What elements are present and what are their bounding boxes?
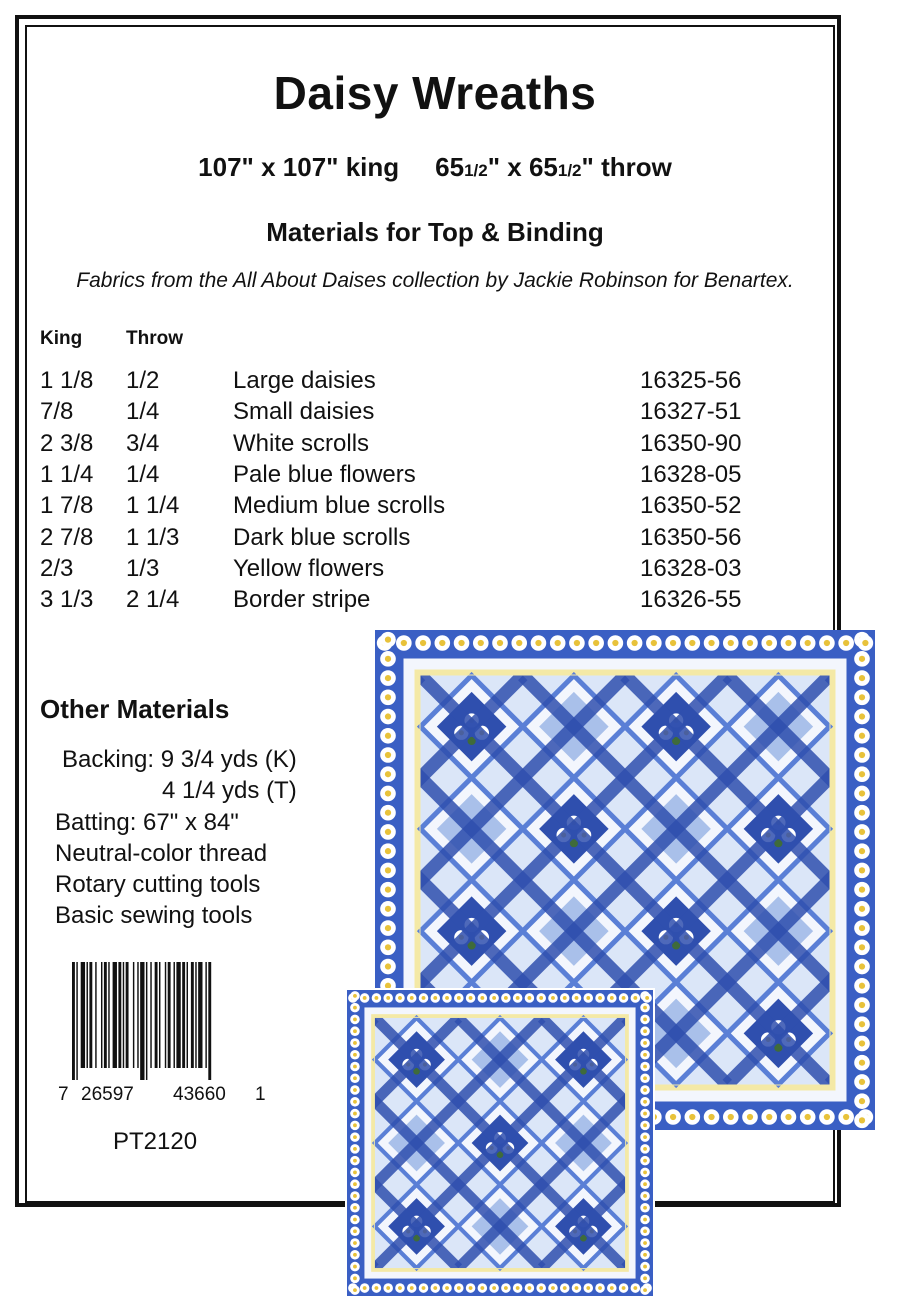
border-daisy-center: [528, 996, 532, 1000]
barcode-bar: [101, 962, 102, 1068]
fabric-code: 16326-55: [640, 586, 742, 614]
border-daisy-center: [398, 996, 402, 1000]
border-daisy-center: [643, 1041, 647, 1045]
fabric-description: Border stripe: [233, 586, 371, 614]
barcode-bar: [72, 962, 75, 1080]
border-daisy-center: [859, 848, 865, 854]
border-daisy-center: [445, 1286, 449, 1290]
border-daisy-center: [410, 996, 414, 1000]
barcode-bar: [123, 962, 124, 1068]
border-daisy-center: [353, 1088, 357, 1092]
border-daisy-center: [433, 996, 437, 1000]
border-daisy-center: [563, 996, 567, 1000]
fabric-code: 16328-05: [640, 461, 742, 489]
border-daisy-center: [353, 1041, 357, 1045]
border-daisy-center: [492, 1286, 496, 1290]
fabric-row: [40, 459, 741, 490]
border-daisy-center: [643, 1065, 647, 1069]
barcode-bar: [205, 962, 206, 1068]
fabric-row: [40, 553, 741, 584]
border-daisy-center: [643, 1147, 647, 1151]
fabric-king-yardage: 3 1/3: [40, 586, 94, 614]
border-daisy-center: [859, 713, 865, 719]
border-daisy-center: [385, 906, 391, 912]
border-daisy-center: [385, 675, 391, 681]
border-daisy-center: [385, 733, 391, 739]
border-daisy-center: [353, 1171, 357, 1175]
fabrics-note: Fabrics from the All About Daises collection by Jackie Robinson for Benartex.: [76, 269, 794, 292]
fabric-code: 16350-90: [640, 429, 742, 457]
fabric-throw-yardage: 1 1/4: [126, 492, 180, 520]
pattern-title: Daisy Wreaths: [273, 67, 597, 119]
fabric-description: White scrolls: [233, 429, 370, 457]
fabric-throw-yardage: 1/4: [126, 398, 160, 426]
border-daisy-center: [385, 636, 391, 642]
border-daisy-center: [439, 640, 445, 646]
border-daisy-center: [859, 656, 865, 662]
border-daisy-center: [575, 996, 579, 1000]
fabric-king-yardage: 2/3: [40, 554, 74, 582]
barcode-bar: [137, 962, 138, 1068]
border-daisy-center: [353, 1218, 357, 1222]
fabric-throw-yardage: 1/3: [126, 554, 160, 582]
border-daisy-center: [643, 1053, 647, 1057]
border-daisy-center: [766, 640, 772, 646]
border-daisy-center: [643, 1135, 647, 1139]
border-daisy-center: [859, 1117, 865, 1123]
border-daisy-center: [563, 1286, 567, 1290]
border-daisy-center: [353, 1006, 357, 1010]
border-daisy-center: [516, 640, 522, 646]
barcode-bar: [195, 962, 196, 1068]
border-daisy-center: [859, 771, 865, 777]
border-daisy-center: [385, 810, 391, 816]
border-daisy-center: [410, 1286, 414, 1290]
border-daisy-center: [353, 1206, 357, 1210]
fabric-throw-yardage: 3/4: [126, 429, 160, 457]
border-daisy-center: [643, 1229, 647, 1233]
border-daisy-center: [643, 1253, 647, 1257]
border-daisy-center: [353, 1194, 357, 1198]
border-daisy-center: [458, 640, 464, 646]
border-daisy-center: [445, 996, 449, 1000]
border-daisy-center: [645, 996, 649, 1000]
border-daisy-center: [859, 1002, 865, 1008]
barcode-digit-first: 7: [58, 1084, 69, 1105]
border-daisy-center: [824, 1114, 830, 1120]
fabric-description: Large daisies: [233, 367, 376, 395]
barcode-digits: [58, 1084, 268, 1108]
border-daisy-center: [385, 925, 391, 931]
border-daisy-center: [353, 1147, 357, 1151]
border-daisy-center: [598, 1286, 602, 1290]
fabric-description: Small daisies: [233, 398, 375, 426]
pattern-sizes: [0, 152, 870, 183]
border-daisy-center: [728, 640, 734, 646]
border-daisy-center: [353, 1182, 357, 1186]
border-daisy-center: [598, 996, 602, 1000]
backing-throw: 4 1/4 yds (T): [162, 777, 297, 805]
border-daisy-center: [353, 1135, 357, 1139]
border-daisy-center: [385, 694, 391, 700]
border-daisy-center: [643, 1206, 647, 1210]
column-header-throw: Throw: [126, 328, 183, 349]
border-daisy-center: [859, 694, 865, 700]
barcode-bar: [165, 962, 166, 1068]
border-daisy-center: [516, 996, 520, 1000]
border-daisy-center: [843, 640, 849, 646]
barcode-bar: [182, 962, 185, 1068]
border-daisy-center: [612, 640, 618, 646]
border-daisy-center: [643, 1100, 647, 1104]
border-daisy-center: [420, 640, 426, 646]
border-daisy-center: [353, 1018, 357, 1022]
border-daisy-center: [363, 996, 367, 1000]
border-daisy-center: [353, 1265, 357, 1269]
border-daisy-center: [480, 1286, 484, 1290]
fabric-throw-yardage: 1 1/3: [126, 523, 180, 551]
fabric-king-yardage: 1 1/8: [40, 367, 94, 395]
fabric-throw-yardage: 2 1/4: [126, 586, 180, 614]
border-daisy-center: [643, 1018, 647, 1022]
border-daisy-center: [422, 996, 426, 1000]
border-daisy-center: [747, 1114, 753, 1120]
border-daisy-center: [398, 1286, 402, 1290]
border-daisy-center: [824, 640, 830, 646]
border-daisy-center: [353, 1065, 357, 1069]
fabric-row: [40, 396, 741, 427]
border-daisy-center: [859, 886, 865, 892]
barcode-bar: [133, 962, 134, 1068]
border-daisy-center: [643, 1218, 647, 1222]
border-daisy-center: [528, 1286, 532, 1290]
border-daisy-center: [859, 810, 865, 816]
border-daisy-center: [575, 1286, 579, 1290]
border-daisy-center: [551, 1286, 555, 1290]
border-daisy-center: [353, 1229, 357, 1233]
border-daisy-center: [859, 790, 865, 796]
sku-code: PT2120: [113, 1128, 198, 1155]
border-daisy-center: [385, 963, 391, 969]
border-daisy-center: [766, 1114, 772, 1120]
border-daisy-center: [643, 1288, 647, 1292]
border-daisy-center: [353, 1276, 357, 1280]
fabric-code: 16325-56: [640, 367, 742, 395]
border-daisy-center: [859, 675, 865, 681]
backing-king: Backing: 9 3/4 yds (K): [62, 746, 297, 773]
border-daisy-center: [353, 1053, 357, 1057]
border-daisy-center: [516, 1286, 520, 1290]
batting: Batting: 67" x 84": [55, 808, 239, 836]
border-daisy-center: [385, 790, 391, 796]
barcode-bar: [89, 962, 92, 1068]
column-header-king: King: [40, 328, 83, 349]
border-daisy-center: [353, 1100, 357, 1104]
border-daisy-center: [593, 640, 599, 646]
border-daisy-center: [670, 1114, 676, 1120]
border-daisy-center: [859, 733, 865, 739]
border-daisy-center: [551, 996, 555, 1000]
border-daisy-center: [492, 996, 496, 1000]
border-daisy-center: [643, 1171, 647, 1175]
border-daisy-center: [643, 1159, 647, 1163]
fabric-description: Medium blue scrolls: [233, 492, 446, 520]
border-daisy-center: [643, 1088, 647, 1092]
border-daisy-center: [859, 1021, 865, 1027]
border-daisy-center: [422, 1286, 426, 1290]
border-daisy-center: [574, 640, 580, 646]
barcode-bar: [81, 962, 85, 1068]
border-daisy-center: [643, 1241, 647, 1245]
border-daisy-center: [708, 640, 714, 646]
barcode-bar: [95, 962, 96, 1068]
fabric-king-yardage: 1 1/4: [40, 461, 94, 489]
border-daisy-center: [385, 752, 391, 758]
fabric-code: 16350-52: [640, 492, 742, 520]
fabric-row: [40, 365, 741, 396]
border-daisy-center: [643, 1123, 647, 1127]
other-materials-list: [55, 744, 297, 932]
fabric-king-yardage: 7/8: [40, 398, 74, 426]
border-daisy-center: [843, 1114, 849, 1120]
border-daisy-center: [353, 1288, 357, 1292]
border-daisy-center: [859, 1040, 865, 1046]
fabric-code: 16350-56: [640, 523, 742, 551]
border-daisy-center: [670, 640, 676, 646]
barcode-bar: [159, 962, 160, 1068]
border-daisy-center: [859, 829, 865, 835]
border-daisy-center: [785, 1114, 791, 1120]
throw-quilt-illustration: [347, 990, 653, 1296]
border-daisy-center: [469, 996, 473, 1000]
fabric-description: Yellow flowers: [233, 554, 385, 582]
border-daisy-center: [643, 1006, 647, 1010]
border-daisy-center: [643, 1029, 647, 1033]
border-daisy-center: [385, 848, 391, 854]
border-daisy-center: [805, 1114, 811, 1120]
barcode-bar: [187, 962, 188, 1068]
fabric-row: [40, 584, 741, 615]
border-daisy-center: [859, 1079, 865, 1085]
border-daisy-center: [353, 1112, 357, 1116]
border-daisy-center: [353, 1076, 357, 1080]
border-daisy-center: [859, 983, 865, 989]
border-daisy-center: [353, 1241, 357, 1245]
border-daisy-center: [539, 1286, 543, 1290]
barcode-digits-right: 43660: [173, 1084, 226, 1105]
border-daisy-center: [631, 640, 637, 646]
border-daisy-center: [859, 752, 865, 758]
border-daisy-center: [385, 713, 391, 719]
barcode-bar: [168, 962, 171, 1068]
border-daisy-center: [785, 640, 791, 646]
fabric-throw-yardage: 1/2: [126, 367, 160, 395]
border-daisy-center: [689, 1114, 695, 1120]
barcode-bar: [126, 962, 129, 1068]
border-daisy-center: [610, 996, 614, 1000]
barcode-bar: [198, 962, 202, 1068]
border-daisy-center: [859, 925, 865, 931]
border-daisy-center: [469, 1286, 473, 1290]
border-daisy-center: [353, 994, 357, 998]
border-daisy-center: [385, 771, 391, 777]
border-daisy-center: [353, 1123, 357, 1127]
border-daisy-center: [622, 996, 626, 1000]
king-size: 107" x 107" king: [198, 152, 400, 182]
fabric-king-yardage: 2 3/8: [40, 429, 94, 457]
barcode-bar: [155, 962, 158, 1068]
border-daisy-center: [386, 1286, 390, 1290]
border-daisy-center: [586, 996, 590, 1000]
throw-size: 651/2" x 651/2" throw: [435, 152, 672, 182]
border-daisy-center: [805, 640, 811, 646]
border-daisy-center: [708, 1114, 714, 1120]
barcode-bar: [176, 962, 180, 1068]
barcode-bar: [87, 962, 88, 1068]
border-daisy-center: [375, 996, 379, 1000]
border-daisy-center: [535, 640, 541, 646]
materials-heading: Materials for Top & Binding: [266, 217, 604, 247]
fabric-throw-yardage: 1/4: [126, 461, 160, 489]
border-daisy-center: [504, 996, 508, 1000]
barcode-bar: [104, 962, 107, 1068]
fabric-description: Pale blue flowers: [233, 461, 416, 489]
border-daisy-center: [859, 944, 865, 950]
thread: Neutral-color thread: [55, 839, 268, 867]
border-daisy-center: [363, 1286, 367, 1290]
border-daisy-center: [385, 829, 391, 835]
border-daisy-center: [478, 640, 484, 646]
barcode-bar: [113, 962, 117, 1068]
border-daisy-center: [622, 1286, 626, 1290]
border-daisy-center: [385, 944, 391, 950]
border-daisy-center: [862, 640, 868, 646]
cutting-tools: Rotary cutting tools: [55, 871, 261, 899]
border-daisy-center: [643, 1194, 647, 1198]
border-daisy-center: [859, 1060, 865, 1066]
border-daisy-center: [643, 1112, 647, 1116]
border-daisy-center: [728, 1114, 734, 1120]
barcode-digits-left: 26597: [81, 1084, 134, 1105]
border-daisy-center: [859, 867, 865, 873]
fabric-code: 16327-51: [640, 398, 742, 426]
fabric-row: [40, 490, 741, 521]
border-daisy-center: [610, 1286, 614, 1290]
barcode-bar: [118, 962, 121, 1068]
fabric-king-yardage: 2 7/8: [40, 523, 94, 551]
fabric-row: [40, 428, 741, 459]
barcode-bar: [174, 962, 175, 1068]
border-daisy-center: [386, 996, 390, 1000]
border-daisy-center: [353, 1029, 357, 1033]
border-daisy-center: [555, 640, 561, 646]
border-daisy-center: [747, 640, 753, 646]
border-daisy-center: [385, 983, 391, 989]
border-daisy-center: [504, 1286, 508, 1290]
border-daisy-center: [859, 963, 865, 969]
barcode-digit-last: 1: [255, 1084, 266, 1105]
barcode-bar: [108, 962, 109, 1068]
border-daisy-center: [385, 656, 391, 662]
border-daisy-center: [385, 886, 391, 892]
barcode-bar: [208, 962, 211, 1080]
fabric-king-yardage: 1 7/8: [40, 492, 94, 520]
border-daisy-center: [643, 1276, 647, 1280]
border-daisy-center: [633, 996, 637, 1000]
border-daisy-center: [385, 867, 391, 873]
border-daisy-center: [643, 1182, 647, 1186]
border-daisy-center: [353, 1159, 357, 1163]
barcode-bar: [150, 962, 151, 1068]
barcode-bar: [76, 962, 77, 1080]
barcode-bar: [191, 962, 194, 1068]
barcode: [72, 962, 252, 1080]
border-daisy-center: [633, 1286, 637, 1290]
barcode-bar: [140, 962, 144, 1080]
border-daisy-center: [539, 996, 543, 1000]
border-daisy-center: [586, 1286, 590, 1290]
border-daisy-center: [643, 1076, 647, 1080]
border-daisy-center: [859, 906, 865, 912]
border-daisy-center: [457, 1286, 461, 1290]
fabric-row: [40, 521, 741, 552]
border-daisy-center: [353, 1253, 357, 1257]
sewing-tools: Basic sewing tools: [55, 902, 253, 930]
border-daisy-center: [480, 996, 484, 1000]
border-daisy-center: [643, 1265, 647, 1269]
fabric-table: [40, 365, 741, 615]
border-daisy-center: [457, 996, 461, 1000]
border-daisy-center: [375, 1286, 379, 1290]
border-daisy-center: [689, 640, 695, 646]
barcode-bar: [146, 962, 147, 1080]
fabric-code: 16328-03: [640, 554, 742, 582]
border-daisy-center: [401, 640, 407, 646]
border-daisy-center: [859, 1098, 865, 1104]
other-materials-heading: Other Materials: [40, 694, 230, 724]
border-daisy-center: [433, 1286, 437, 1290]
fabric-description: Dark blue scrolls: [233, 523, 411, 551]
border-daisy-center: [651, 640, 657, 646]
border-daisy-center: [497, 640, 503, 646]
